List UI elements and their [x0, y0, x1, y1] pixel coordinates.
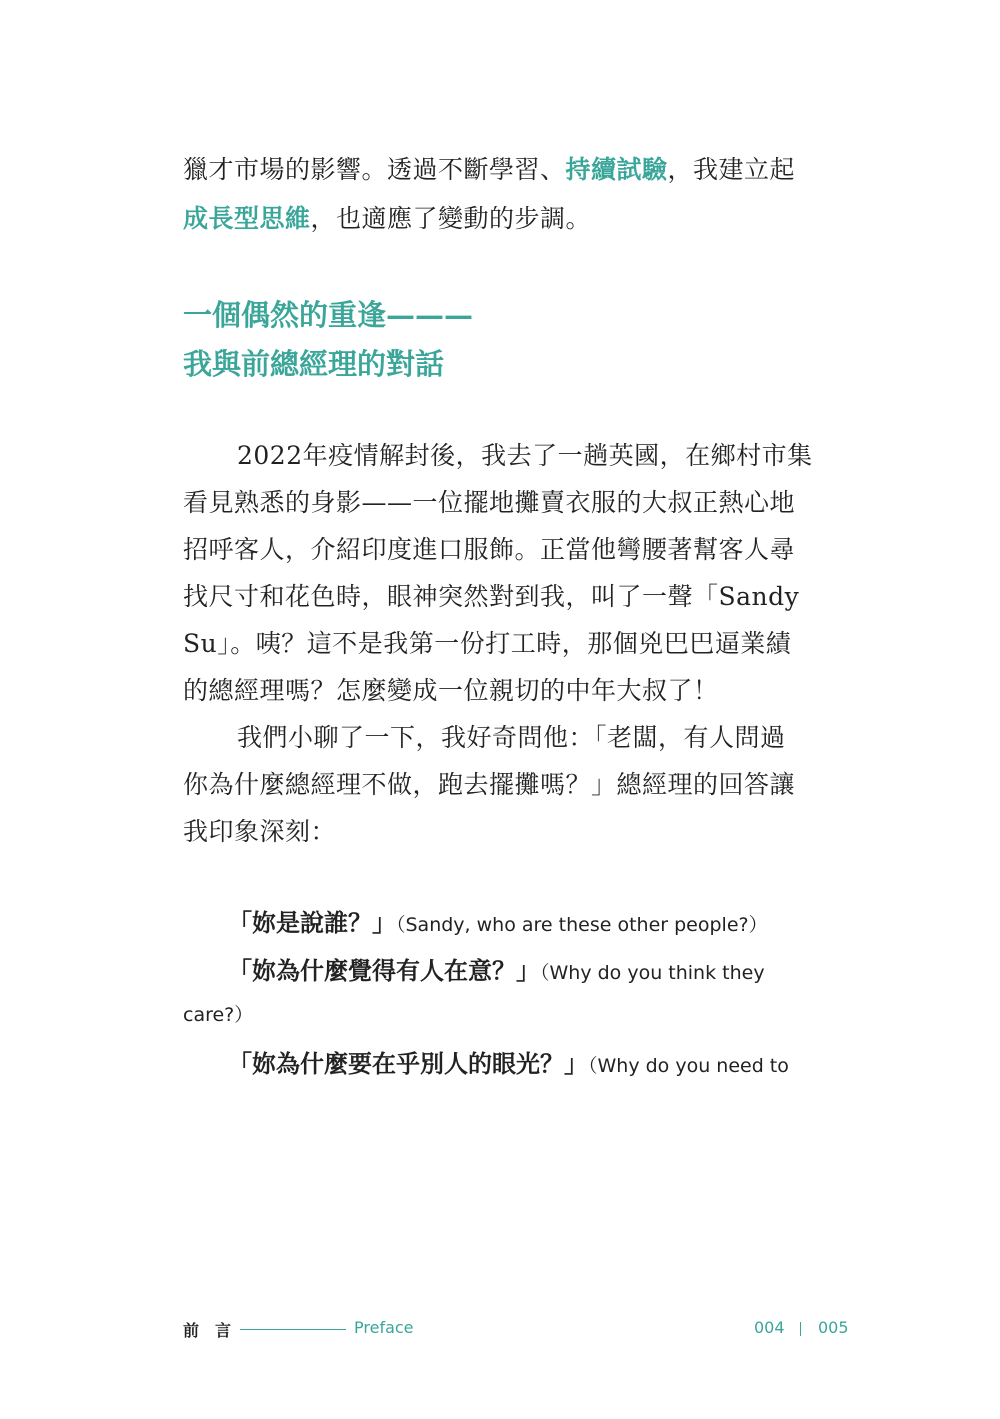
quote-chinese: 「妳為什麼要在乎別人的眼光？」 [228, 1050, 588, 1078]
footer-section-english: Preface [354, 1318, 414, 1337]
page-number-left: 004 [754, 1318, 785, 1337]
paragraph-line: Su」。咦？這不是我第一份打工時，那個兇巴巴逼業績 [183, 629, 792, 658]
section-heading-line-1: 一個偶然的重逢——— [183, 298, 474, 332]
paragraph-line: 你為什麼總經理不做，跑去擺攤嗎？」總經理的回答讓 [183, 770, 796, 799]
page-number-separator [800, 1322, 801, 1336]
section-heading-line-2: 我與前總經理的對話 [183, 347, 445, 381]
quote-2 [228, 951, 765, 986]
quote-1 [228, 903, 768, 938]
paragraph-line: 2022年疫情解封後，我去了一趟英國，在鄉村市集 [237, 441, 813, 470]
paragraph-line: 的總經理嗎？怎麼變成一位親切的中年大叔了！ [183, 676, 719, 705]
quote-english: （Why do you think they [540, 962, 765, 984]
paragraph-line: 看見熟悉的身影——一位擺地攤賣衣服的大叔正熱心地 [183, 488, 796, 517]
page-number-right: 005 [818, 1318, 849, 1337]
paragraph-line: 招呼客人，介紹印度進口服飾。正當他彎腰著幫客人尋 [183, 535, 796, 564]
footer-section-title: 前 言 [183, 1321, 232, 1340]
body-line-1 [183, 150, 795, 186]
quote-3 [228, 1044, 789, 1079]
text-segment: ，我建立起 [667, 155, 796, 184]
text-segment: ，也適應了變動的步調。 [310, 204, 592, 233]
body-line-2 [183, 199, 591, 235]
paragraph-line: 找尺寸和花色時，眼神突然對到我，叫了一聲「Sandy [183, 582, 800, 611]
highlight-term: 成長型思維 [183, 204, 311, 233]
quote-chinese: 「妳為什麼覺得有人在意？」 [228, 957, 540, 985]
quote-english: （Sandy, who are these other people?） [396, 914, 768, 936]
text-segment: 獵才市場的影響。透過不斷學習、 [183, 155, 566, 184]
highlight-term: 持續試驗 [565, 155, 668, 184]
footer-rule [240, 1329, 346, 1330]
quote-english: （Why do you need to [588, 1055, 789, 1077]
paragraph-line: 我印象深刻： [183, 817, 337, 846]
quote-chinese: 「妳是說誰？」 [228, 909, 396, 937]
quote-2-continuation: care?） [183, 1004, 254, 1026]
paragraph-line: 我們小聊了一下，我好奇問他：「老闆，有人問過 [237, 723, 786, 752]
